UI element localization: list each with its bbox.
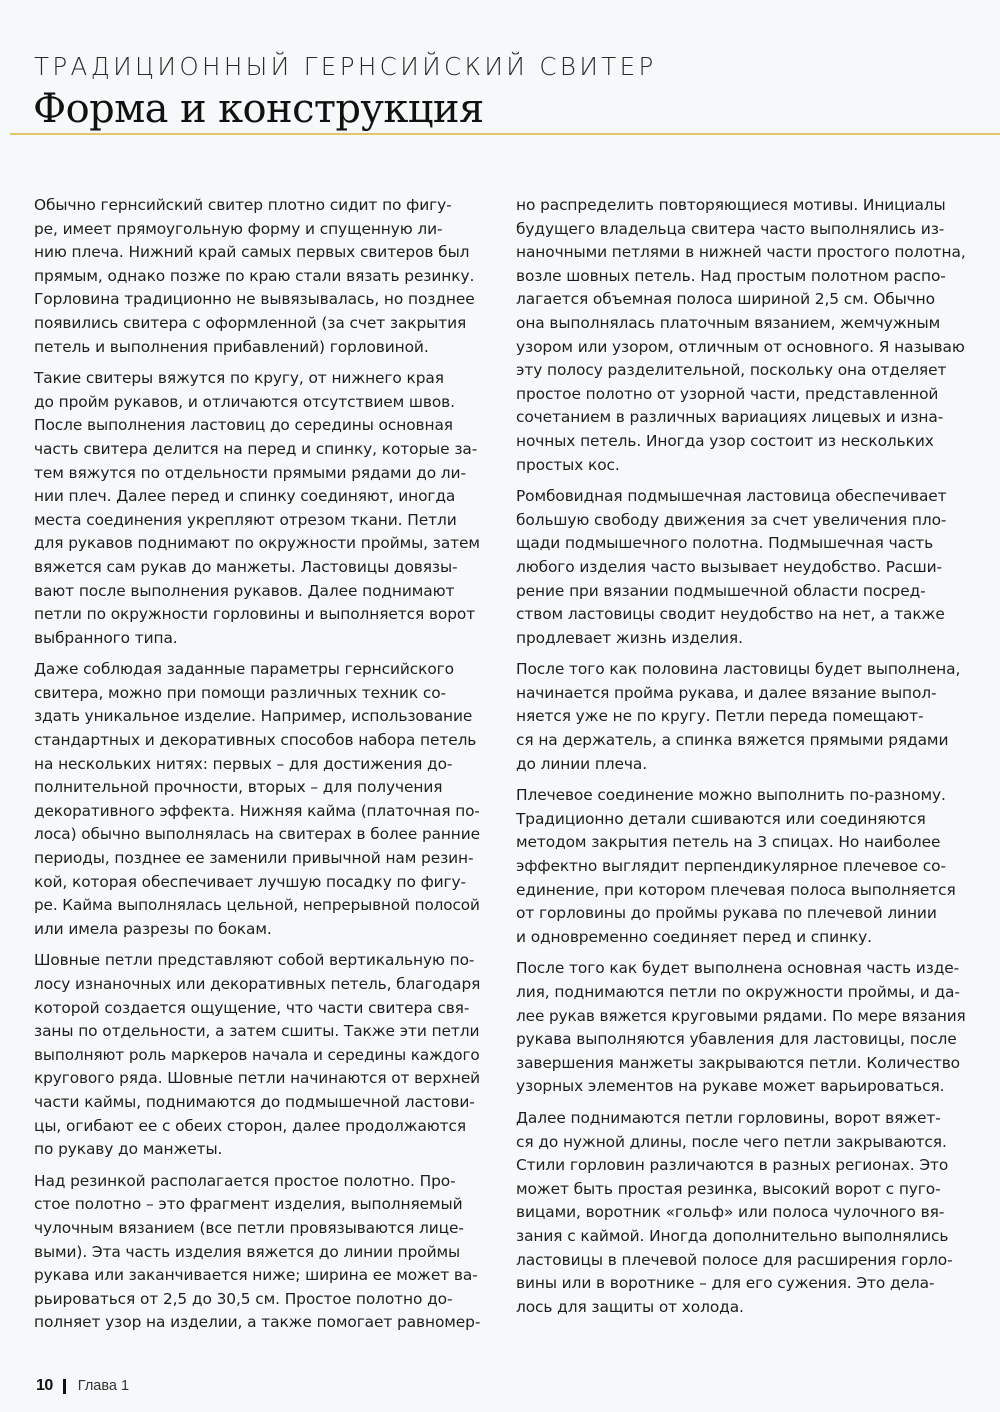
footer-separator [63,1379,66,1394]
text-line: завершения манжеты закрываются петли. Количество [516,1053,960,1072]
text-line: рьироваться от 2,5 до 30,5 см. Простое полотно до- [34,1289,453,1308]
text-line: вины или в воротнике – для его сужения. Это дела- [516,1274,935,1293]
text-line: может быть простая резинка, высокий ворот с пуго- [516,1179,941,1198]
text-line: или имела разрезы по бокам. [34,919,272,938]
body-paragraph [34,367,480,650]
text-line: продлевает жизнь изделия. [516,628,743,647]
text-line: Обычно гернсийский свитер плотно сидит по фигу- [34,196,452,214]
text-line: лагается объемная полоса шириной 2,5 см. Обычно [516,290,935,309]
text-line: вяжется сам рукав до манжеты. Ластовицы довязы- [34,557,458,576]
body-paragraph [516,485,966,650]
text-line: наночными петлями в нижней части простого полотна, [516,243,966,262]
text-line: рение при вязании подмышечной области посред- [516,581,926,600]
body-paragraph [34,194,480,359]
text-line: После того как будет выполнена основная часть изде- [516,959,960,978]
title-underline [10,133,1000,135]
text-line: ством ластовицы сводит неудобство на нет, а также [516,605,945,624]
text-line: Традиционно детали сшиваются или соединяются [516,809,926,828]
text-line: эффектно выглядит перпендикулярное плечевое со- [516,857,946,876]
text-line: После того как половина ластовицы будет выполнена, [516,660,961,679]
text-line: ре. Кайма выполнялась цельной, непрерывной полосой [34,896,480,915]
text-line: Горловина традиционно не вывязывалась, но позднее [34,290,475,309]
section-kicker: ТРАДИЦИОННЫЙ ГЕРНСИЙСКИЙ СВИТЕР [34,52,657,81]
text-line: которой создается ощущение, что части свитера свя- [34,998,470,1017]
page-footer [36,1377,129,1395]
text-line: эту полосу разделительной, поскольку она отделяет [516,361,947,380]
text-line: петли по окружности горловины и выполняется ворот [34,605,476,624]
text-line: для рукавов поднимают по окружности проймы, затем [34,534,480,553]
text-line: простое полотно от узорной части, представленной [516,384,939,403]
text-line: Такие свитеры вяжутся по кругу, от нижнего края [34,369,444,388]
text-line: выполняют роль маркеров начала и середины каждого [34,1045,480,1064]
body-paragraph [516,194,966,477]
text-line: выми). Эта часть изделия вяжется до линии проймы [34,1242,461,1261]
text-line: часть свитера делится на перед и спинку, которые за- [34,439,478,458]
text-line: вают после выполнения рукавов. Далее поднимают [34,581,455,600]
text-line: узорных элементов на рукаве может варьироваться. [516,1077,945,1096]
body-paragraph [516,957,966,1099]
text-line: здать уникальное изделие. Например, использование [34,707,473,726]
text-line: места соединения укрепляют отрезом ткани. Петли [34,510,457,529]
text-line: лосу изнаночных или декоративных петель, благодаря [34,975,481,993]
text-line: зания с каймой. Иногда дополнительно выполнялись [516,1226,949,1245]
text-line: полняет узор на изделии, а также помогает равномер- [34,1313,481,1332]
text-line: няется уже не по кругу. Петли переда помещают- [516,707,924,726]
text-line: декоративного эффекта. Нижняя кайма (платочная по- [34,801,480,820]
text-line: узором или узором, отличным от основного. Я называю [516,337,965,356]
text-line: нию плеча. Нижний край самых первых свитеров был [34,243,470,262]
text-line: сочетанием в различных вариациях лицевых и изна- [516,408,944,427]
text-line: стое полотно – это фрагмент изделия, выполняемый [34,1195,463,1214]
text-line: нии плеч. Далее перед и спинку соединяют, иногда [34,487,456,506]
text-line: ночных петель. Иногда узор состоит из нескольких [516,431,934,450]
text-line: она выполнялась платочным вязанием, жемчужным [516,313,941,332]
text-line: Даже соблюдая заданные параметры гернсийского [34,660,454,679]
chapter-label: Глава 1 [77,1378,130,1394]
text-line: но распределить повторяющиеся мотивы. Инициалы [516,196,946,214]
text-line: свитера, можно при помощи различных техник со- [34,683,446,702]
text-line: ся до нужной длины, после чего петли закрываются. [516,1132,947,1151]
text-line: лия, поднимаются петли по окружности проймы, и да- [516,983,960,1001]
text-line: от горловины до проймы рукава по плечевой линии [516,904,937,923]
text-line: тем вяжутся по отдельности прямыми рядами до ли- [34,463,466,482]
page-title: Форма и конструкция [33,86,484,132]
text-line: на нескольких нитях: первых – для достижения до- [34,754,453,773]
body-paragraph [34,949,480,1161]
left-column [34,194,480,1343]
text-line: методом закрытия петель на 3 спицах. Но наиболее [516,833,941,852]
text-line: до пройм рукавов, и отличаются отсутствием швов. [34,392,455,411]
text-line: щади подмышечного полотна. Подмышечная часть [516,534,934,553]
text-line: ся на держатель, а спинка вяжется прямыми рядами [516,731,949,750]
text-line: лоса) обычно выполнялась на свитерах в более ранние [34,825,480,844]
text-line: будущего владельца свитера часто выполнялись из- [516,219,945,238]
text-line: лось для защиты от холода. [516,1297,744,1316]
text-line: лее рукав вяжется круговыми рядами. По мере вязания [516,1006,966,1025]
body-paragraph [34,658,480,941]
text-line: до линии плеча. [516,754,648,773]
text-line: возле шовных петель. Над простым полотном распо- [516,266,946,285]
text-line: Над резинкой располагается простое полотно. Про- [34,1171,456,1190]
text-line: заны по отдельности, а затем сшиты. Также эти петли [34,1022,480,1041]
text-line: петель и выполнения прибавлений) горловиной. [34,337,429,356]
text-line: прямым, однако позже по краю стали вязать резинку. [34,266,475,285]
text-line: Ромбовидная подмышечная ластовица обеспечивает [516,487,947,506]
text-line: единение, при котором плечевая полоса выполняется [516,880,956,899]
text-line: полнительной прочности, вторых – для получения [34,778,443,797]
text-line: рукава выполняются убавления для ластовицы, после [516,1030,957,1049]
text-line: стандартных и декоративных способов набора петель [34,731,477,750]
body-paragraph [516,1107,966,1319]
text-line: части каймы, поднимаются до подмышечной ластови- [34,1092,475,1111]
text-line: чулочным вязанием (все петли провязываются лице- [34,1218,464,1237]
text-line: Стили горловин различаются в разных регионах. Это [516,1156,949,1175]
text-line: вицами, воротник «гольф» или полоса чулочного вя- [516,1203,945,1222]
text-line: ластовицы в плечевой полосе для расширения горло- [516,1250,953,1269]
text-line: кругового ряда. Шовные петли начинаются от верхней [34,1069,481,1088]
text-line: по рукаву до манжеты. [34,1140,223,1159]
body-paragraph [34,1170,480,1335]
text-line: Плечевое соединение можно выполнить по-разному. [516,786,946,805]
text-line: и одновременно соединяет перед и спинку. [516,927,872,946]
text-line: начинается пройма рукава, и далее вязание выпол- [516,683,937,702]
text-line: периоды, позднее ее заменили привычной нам резин- [34,849,474,868]
text-line: После выполнения ластовиц до середины основная [34,416,453,435]
text-line: кой, которая обеспечивает лучшую посадку по фигу- [34,872,467,891]
text-line: большую свободу движения за счет увеличения пло- [516,510,947,529]
text-line: Шовные петли представляют собой вертикальную по- [34,951,475,970]
body-paragraph [516,784,966,949]
text-line: любого изделия часто вызывает неудобство. Расши- [516,557,942,576]
right-column [516,194,966,1327]
text-line: простых кос. [516,455,620,474]
text-line: Далее поднимаются петли горловины, ворот вяжет- [516,1108,941,1127]
text-line: рукава или заканчивается ниже; ширина ее может ва- [34,1266,478,1285]
text-line: ре, имеет прямоугольную форму и спущенную ли- [34,219,443,238]
text-line: появились свитера с оформленной (за счет закрытия [34,313,467,332]
text-line: цы, огибают ее с обеих сторон, далее продолжаются [34,1116,467,1135]
page-number: 10 [36,1377,53,1394]
body-paragraph [516,658,966,776]
text-line: выбранного типа. [34,628,178,647]
